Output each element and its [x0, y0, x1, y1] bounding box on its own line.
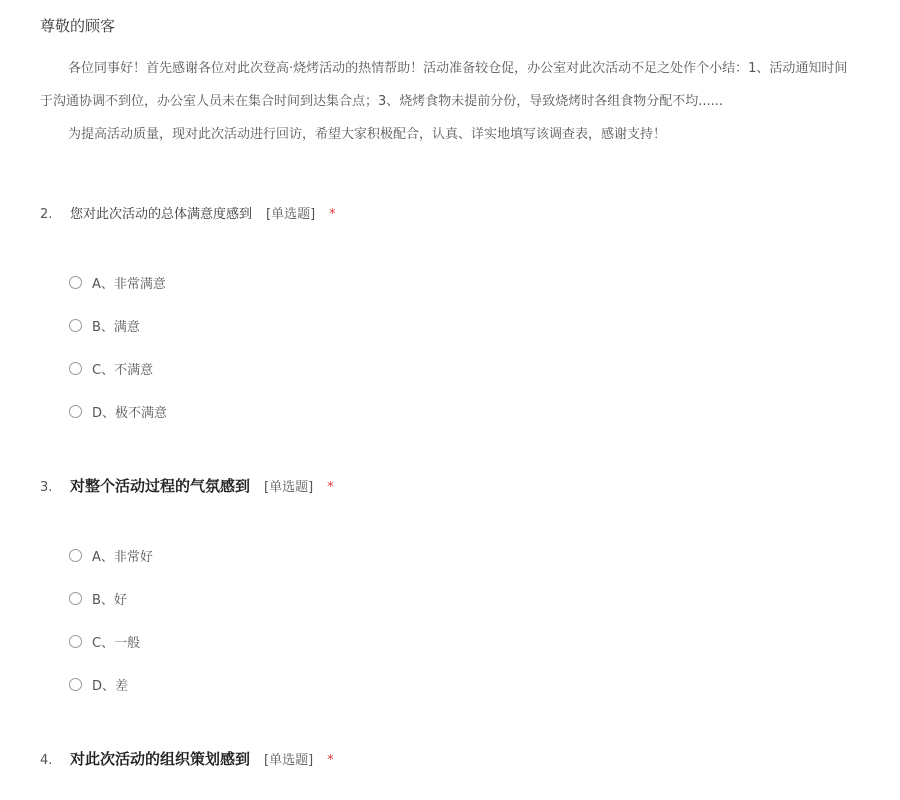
radio-button[interactable]: [69, 678, 82, 691]
radio-button[interactable]: [69, 592, 82, 605]
question-3-option-a[interactable]: [69, 546, 153, 565]
question-3-option-d[interactable]: [69, 675, 128, 694]
radio-button[interactable]: [69, 276, 82, 289]
question-number: 3.: [40, 480, 53, 495]
radio-button[interactable]: [69, 405, 82, 418]
intro-paragraph-line-1: 各位同事好！首先感谢各位对此次登高·烧烤活动的热情帮助！活动准备较仓促，办公室对此次活动不足之处作个小结：1、活动通知时间: [68, 61, 848, 76]
question-3-title: [40, 475, 334, 496]
question-type-label: [单选题]: [264, 753, 314, 768]
radio-button[interactable]: [69, 319, 82, 332]
required-marker: *: [327, 480, 334, 495]
option-label: A、非常好: [92, 550, 153, 565]
option-label: D、差: [92, 679, 129, 694]
question-number: 2.: [40, 207, 53, 222]
question-3-option-c[interactable]: [69, 632, 140, 651]
question-number: 4.: [40, 753, 53, 768]
question-4-title: [40, 748, 334, 769]
greeting-heading: 尊敬的顾客: [40, 17, 116, 35]
question-type-label: [单选题]: [266, 207, 316, 222]
intro-paragraph-line-3: 为提高活动质量，现对此次活动进行回访，希望大家积极配合，认真、详实地填写该调查表，感谢支持！: [68, 127, 667, 142]
option-label: D、极不满意: [92, 406, 168, 421]
radio-button[interactable]: [69, 635, 82, 648]
required-marker: *: [327, 753, 334, 768]
required-marker: *: [329, 207, 336, 222]
option-label: B、好: [92, 593, 127, 608]
question-text: 对整个活动过程的气氛感到: [70, 477, 251, 495]
question-2-option-c[interactable]: [69, 359, 153, 378]
option-label: A、非常满意: [92, 277, 166, 292]
question-2-option-a[interactable]: [69, 273, 166, 292]
question-3-option-b[interactable]: [69, 589, 127, 608]
question-text: 对此次活动的组织策划感到: [70, 750, 251, 768]
option-label: C、不满意: [92, 363, 154, 378]
option-label: C、一般: [92, 636, 141, 651]
radio-button[interactable]: [69, 549, 82, 562]
question-2-option-b[interactable]: [69, 316, 140, 335]
option-label: B、满意: [92, 320, 140, 335]
question-type-label: [单选题]: [264, 480, 314, 495]
question-2-option-d[interactable]: [69, 402, 167, 421]
radio-button[interactable]: [69, 362, 82, 375]
question-text: 您对此次活动的总体满意度感到: [70, 207, 253, 222]
intro-paragraph-line-2: 于沟通协调不到位，办公室人员未在集合时间到达集合点；3、烧烤食物未提前分份，导致烧烤时各组食物分配不均......: [40, 94, 724, 109]
question-2-title: [40, 203, 336, 222]
